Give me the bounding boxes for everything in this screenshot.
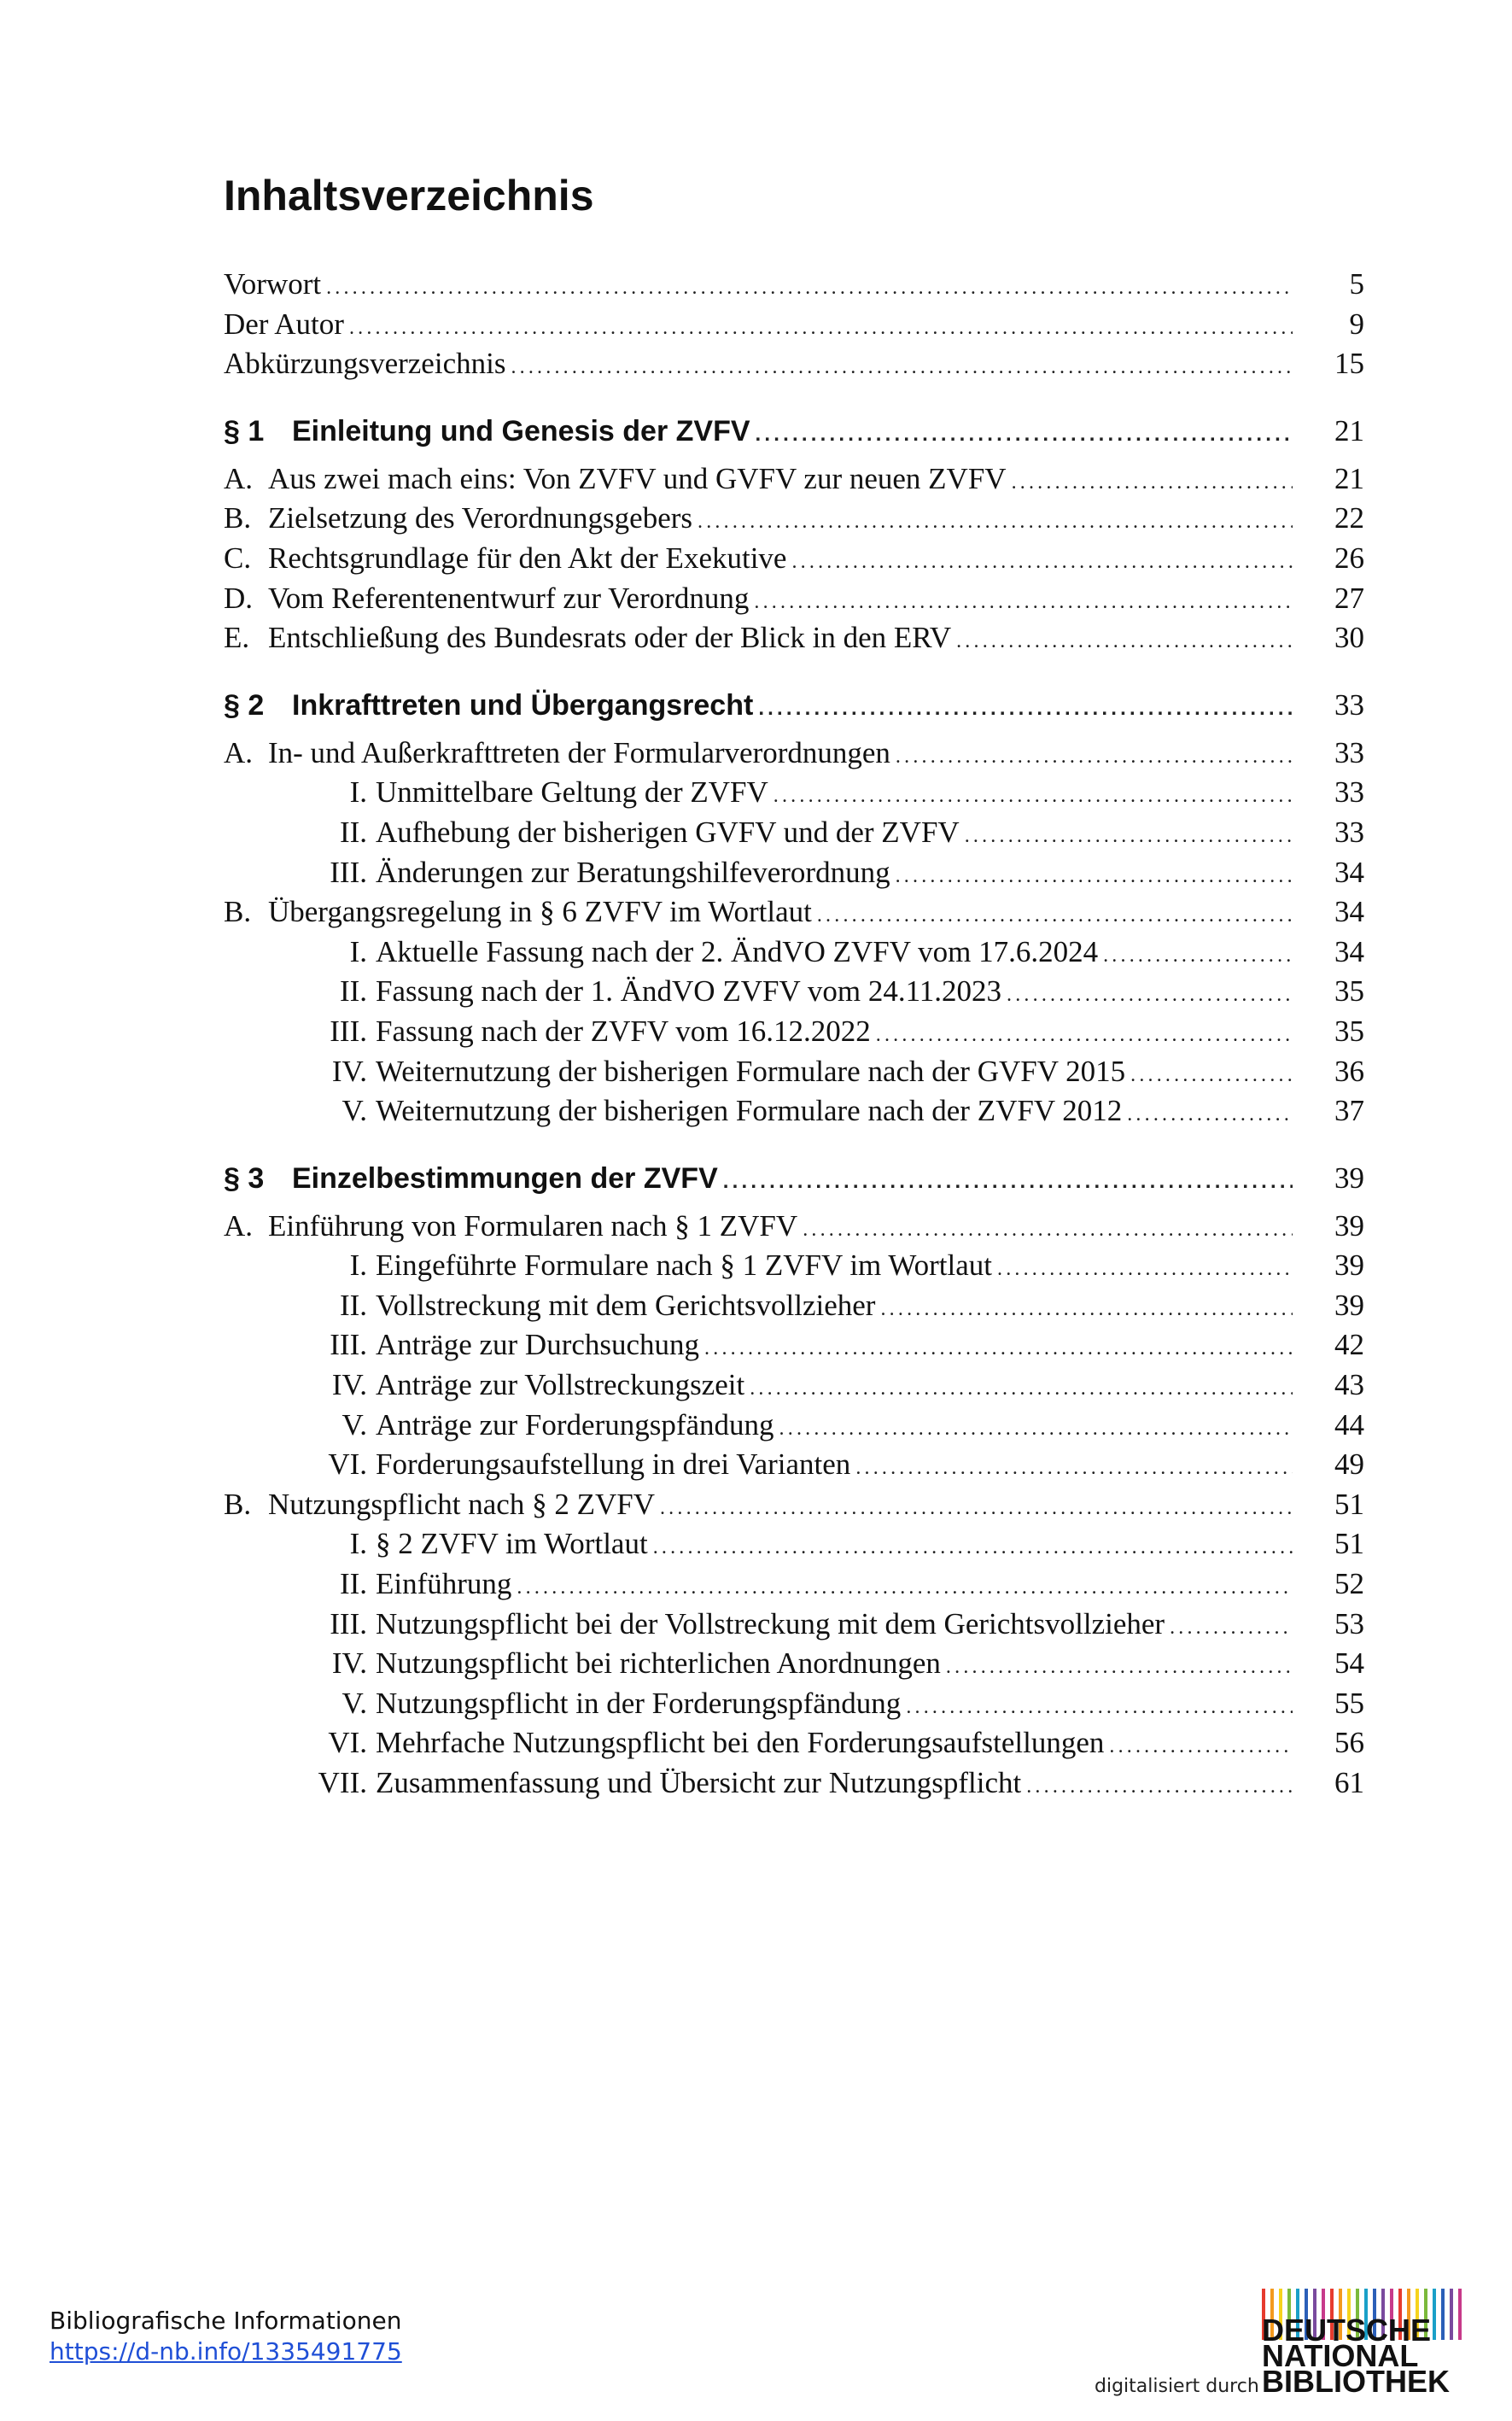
page-title: Inhaltsverzeichnis xyxy=(224,172,594,219)
toc-chapter-heading[interactable] xyxy=(224,681,1364,730)
entry-title: Zielsetzung des Verordnungsgebers xyxy=(268,501,693,535)
bibliographic-info xyxy=(50,2306,402,2367)
entry-label: I. xyxy=(349,934,367,968)
entry-label: A. xyxy=(224,735,254,769)
entry-label: VI. xyxy=(328,1447,367,1482)
dot-leader xyxy=(997,1249,1293,1289)
page-number: 44 xyxy=(1334,1407,1364,1441)
toc-subsection-entry[interactable] xyxy=(224,773,1364,813)
logo-bar xyxy=(1450,2289,1453,2340)
entry-label: V. xyxy=(342,1407,367,1441)
dot-leader xyxy=(704,1329,1293,1369)
page-number: 34 xyxy=(1334,934,1364,968)
entry-label: V. xyxy=(342,1686,367,1720)
toc-section-entry[interactable] xyxy=(224,539,1364,579)
entry-title: Zusammenfassung und Übersicht zur Nutzungspflicht xyxy=(376,1766,1022,1799)
page-number: 39 xyxy=(1334,1249,1364,1283)
page-number: 51 xyxy=(1334,1487,1364,1521)
entry-label: C. xyxy=(224,541,252,575)
entry-title: Einleitung und Genesis der ZVFV xyxy=(292,414,750,447)
toc-subsection-entry[interactable] xyxy=(224,1325,1364,1365)
dnb-logo xyxy=(1262,2289,1467,2408)
dot-leader xyxy=(653,1528,1293,1568)
page-number: 30 xyxy=(1334,621,1364,655)
dot-leader xyxy=(1012,463,1293,503)
page-number: 53 xyxy=(1334,1606,1364,1640)
toc-subsection-entry[interactable] xyxy=(224,972,1364,1012)
dot-leader xyxy=(779,1409,1293,1449)
entry-title: Aus zwei mach eins: Von ZVFV und GVFV zur neuen ZVFV xyxy=(268,461,1007,495)
dot-leader xyxy=(517,1568,1293,1608)
dot-leader xyxy=(756,410,1293,459)
page-number: 34 xyxy=(1334,855,1364,889)
entry-label: § 3 xyxy=(224,1161,265,1195)
entry-label: § 2 xyxy=(224,688,265,722)
toc-subsection-entry[interactable] xyxy=(224,1406,1364,1446)
entry-title: Nutzungspflicht bei der Vollstreckung mit dem Gerichtsvollzieher xyxy=(376,1606,1165,1640)
toc-subsection-entry[interactable] xyxy=(224,933,1364,973)
toc-subsection-entry[interactable] xyxy=(224,853,1364,893)
page-number: 21 xyxy=(1334,413,1364,447)
page-number: 36 xyxy=(1334,1054,1364,1088)
dot-leader xyxy=(946,1647,1293,1687)
dot-leader xyxy=(855,1448,1293,1488)
entry-label: V. xyxy=(342,1094,367,1128)
entry-title: Übergangsregelung in § 6 ZVFV im Wortlaut xyxy=(268,895,812,929)
dot-leader xyxy=(896,737,1293,777)
entry-title: Anträge zur Forderungspfändung xyxy=(376,1407,774,1441)
entry-label: IV. xyxy=(331,1368,367,1402)
toc-subsection-entry[interactable] xyxy=(224,1605,1364,1645)
toc-section-entry[interactable] xyxy=(224,579,1364,619)
entry-label: III. xyxy=(330,1014,367,1048)
logo-word: DEUTSCHE xyxy=(1262,2313,1432,2348)
dot-leader xyxy=(750,1369,1293,1409)
entry-title: Vom Referentenentwurf zur Verordnung xyxy=(268,581,750,615)
dot-leader xyxy=(965,816,1293,857)
entry-title: Nutzungspflicht nach § 2 ZVFV xyxy=(268,1487,655,1521)
page-number: 9 xyxy=(1349,307,1364,341)
entry-label: A. xyxy=(224,1208,254,1243)
entry-title: Einzelbestimmungen der ZVFV xyxy=(292,1161,718,1195)
dnb-logo-text xyxy=(1262,2313,1450,2399)
logo-word: BIBLIOTHEK xyxy=(1262,2364,1450,2399)
page-number: 61 xyxy=(1334,1766,1364,1799)
dot-leader xyxy=(660,1488,1293,1529)
dot-leader xyxy=(511,348,1293,388)
toc-subsection-entry[interactable] xyxy=(224,1644,1364,1684)
toc-chapter-heading[interactable] xyxy=(224,406,1364,456)
entry-title: Mehrfache Nutzungspflicht bei den Forderungsaufstellungen xyxy=(376,1726,1105,1760)
page-number: 34 xyxy=(1334,895,1364,929)
page-number: 27 xyxy=(1334,581,1364,615)
toc-chapter-heading[interactable] xyxy=(224,1154,1364,1203)
page-number: 52 xyxy=(1334,1567,1364,1601)
entry-title: Eingeführte Formulare nach § 1 ZVFV im Wortlaut xyxy=(376,1249,992,1283)
page-number: 33 xyxy=(1334,815,1364,849)
dot-leader xyxy=(326,268,1293,308)
entry-label: I. xyxy=(349,1527,367,1561)
toc-subsection-entry[interactable] xyxy=(224,1246,1364,1286)
entry-label: II. xyxy=(339,974,367,1009)
entry-title: Entschließung des Bundesrats oder der Blick in den ERV xyxy=(268,621,952,655)
entry-title: Änderungen zur Beratungshilfeverordnung xyxy=(376,855,890,889)
dot-leader xyxy=(896,857,1293,897)
entry-title: Anträge zur Vollstreckungszeit xyxy=(376,1368,745,1402)
toc-section-entry[interactable] xyxy=(224,459,1364,500)
entry-label: II. xyxy=(339,1288,367,1322)
dot-leader xyxy=(723,1157,1293,1207)
logo-word: NATIONAL xyxy=(1262,2338,1419,2373)
dot-leader xyxy=(698,502,1293,542)
entry-title: Anträge zur Durchsuchung xyxy=(376,1328,700,1362)
toc-subsection-entry[interactable] xyxy=(224,1052,1364,1092)
dot-leader xyxy=(1109,1727,1293,1767)
digitized-by-label: digitalisiert durch xyxy=(1095,2376,1259,2397)
dot-leader xyxy=(1130,1056,1293,1096)
dot-leader xyxy=(1170,1608,1293,1648)
toc-subsection-entry[interactable] xyxy=(224,1684,1364,1724)
entry-title: Abkürzungsverzeichnis xyxy=(224,347,506,381)
toc-front-matter-entry[interactable] xyxy=(224,344,1364,384)
entry-title: Fassung nach der ZVFV vom 16.12.2022 xyxy=(376,1014,871,1048)
dot-leader xyxy=(791,542,1293,582)
dot-leader xyxy=(1026,1767,1293,1807)
page-number: 35 xyxy=(1334,974,1364,1009)
entry-title: Forderungsaufstellung in drei Varianten xyxy=(376,1447,851,1482)
dot-leader xyxy=(803,1210,1293,1250)
entry-title: In- und Außerkrafttreten der Formularverordnungen xyxy=(268,735,890,769)
page-number: 15 xyxy=(1334,347,1364,381)
toc-subsection-entry[interactable] xyxy=(224,1091,1364,1132)
entry-label: II. xyxy=(339,1567,367,1601)
toc-subsection-entry[interactable] xyxy=(224,1763,1364,1804)
dot-leader xyxy=(817,896,1293,936)
entry-title: Der Autor xyxy=(224,307,344,341)
entry-label: B. xyxy=(224,895,252,929)
entry-label: I. xyxy=(349,775,367,810)
dot-leader xyxy=(956,622,1293,662)
page-number: 49 xyxy=(1334,1447,1364,1482)
entry-title: § 2 ZVFV im Wortlaut xyxy=(376,1527,648,1561)
page-number: 35 xyxy=(1334,1014,1364,1048)
entry-title: Aufhebung der bisherigen GVFV und der ZVFV xyxy=(376,815,960,849)
entry-label: III. xyxy=(330,1328,367,1362)
entry-title: Vollstreckung mit dem Gerichtsvollzieher xyxy=(376,1288,876,1322)
dot-leader xyxy=(774,776,1293,816)
entry-label: B. xyxy=(224,1487,252,1521)
entry-label: III. xyxy=(330,1606,367,1640)
toc-front-matter-entry[interactable] xyxy=(224,265,1364,305)
entry-title: Aktuelle Fassung nach der 2. ÄndVO ZVFV vom 17.6.2024 xyxy=(376,934,1099,968)
toc-subsection-entry[interactable] xyxy=(224,1012,1364,1052)
entry-label: VII. xyxy=(318,1766,367,1799)
page-number: 54 xyxy=(1334,1646,1364,1681)
page-number: 51 xyxy=(1334,1527,1364,1561)
entry-label: B. xyxy=(224,501,252,535)
entry-label: D. xyxy=(224,581,254,615)
entry-title: Einführung von Formularen nach § 1 ZVFV xyxy=(268,1208,798,1243)
dot-leader xyxy=(876,1015,1293,1056)
entry-label: III. xyxy=(330,855,367,889)
entry-label: § 1 xyxy=(224,414,265,447)
bib-link[interactable]: https://d-nb.info/1335491775 xyxy=(50,2337,402,2365)
entry-title: Nutzungspflicht bei richterlichen Anordnungen xyxy=(376,1646,941,1681)
toc-section-entry[interactable] xyxy=(224,1207,1364,1247)
dot-leader xyxy=(906,1687,1293,1728)
dot-leader xyxy=(758,684,1293,734)
table-of-contents xyxy=(224,265,1364,1804)
entry-title: Unmittelbare Geltung der ZVFV xyxy=(376,775,768,810)
entry-title: Einführung xyxy=(376,1567,512,1601)
dot-leader xyxy=(349,308,1293,348)
toc-section-entry[interactable] xyxy=(224,618,1364,658)
page-number: 33 xyxy=(1334,775,1364,810)
page-number: 33 xyxy=(1334,687,1364,722)
dot-leader xyxy=(880,1289,1293,1330)
entry-title: Nutzungspflicht in der Forderungspfändung xyxy=(376,1686,902,1720)
page-number: 43 xyxy=(1334,1368,1364,1402)
page-number: 26 xyxy=(1334,541,1364,575)
entry-label: A. xyxy=(224,461,254,495)
entry-title: Weiternutzung der bisherigen Formulare nach der ZVFV 2012 xyxy=(376,1094,1123,1128)
entry-title: Inkrafttreten und Übergangsrecht xyxy=(292,688,754,722)
dot-leader xyxy=(1007,975,1293,1015)
page-number: 39 xyxy=(1334,1208,1364,1243)
toc-section-entry[interactable] xyxy=(224,892,1364,933)
entry-label: II. xyxy=(339,815,367,849)
page-number: 21 xyxy=(1334,461,1364,495)
page-number: 39 xyxy=(1334,1161,1364,1195)
page-number: 33 xyxy=(1334,735,1364,769)
toc-subsection-entry[interactable] xyxy=(224,1365,1364,1406)
page-number: 55 xyxy=(1334,1686,1364,1720)
page-number: 5 xyxy=(1349,267,1364,301)
dot-leader xyxy=(1103,936,1293,976)
entry-label: I. xyxy=(349,1249,367,1283)
entry-title: Vorwort xyxy=(224,267,322,301)
toc-front-matter-entry[interactable] xyxy=(224,305,1364,345)
entry-label: IV. xyxy=(331,1646,367,1681)
toc-subsection-entry[interactable] xyxy=(224,1445,1364,1485)
toc-section-entry[interactable] xyxy=(224,734,1364,774)
entry-title: Rechtsgrundlage für den Akt der Exekutive xyxy=(268,541,787,575)
entry-title: Fassung nach der 1. ÄndVO ZVFV vom 24.11.2023 xyxy=(376,974,1002,1009)
bib-label: Bibliografische Informationen xyxy=(50,2307,402,2335)
toc-subsection-entry[interactable] xyxy=(224,1723,1364,1763)
page-number: 42 xyxy=(1334,1328,1364,1362)
entry-label: E. xyxy=(224,621,250,655)
dot-leader xyxy=(1127,1095,1293,1135)
page-number: 56 xyxy=(1334,1726,1364,1760)
toc-subsection-entry[interactable] xyxy=(224,813,1364,853)
logo-bar xyxy=(1458,2289,1462,2340)
entry-title: Weiternutzung der bisherigen Formulare nach der GVFV 2015 xyxy=(376,1054,1126,1088)
toc-subsection-entry[interactable] xyxy=(224,1286,1364,1326)
toc-section-entry[interactable] xyxy=(224,499,1364,539)
page-number: 39 xyxy=(1334,1288,1364,1322)
toc-section-entry[interactable] xyxy=(224,1485,1364,1525)
entry-label: VI. xyxy=(328,1726,367,1760)
toc-subsection-entry[interactable] xyxy=(224,1564,1364,1605)
page-number: 37 xyxy=(1334,1094,1364,1128)
toc-subsection-entry[interactable] xyxy=(224,1524,1364,1564)
dot-leader xyxy=(754,582,1293,623)
entry-label: IV. xyxy=(331,1054,367,1088)
page-number: 22 xyxy=(1334,501,1364,535)
